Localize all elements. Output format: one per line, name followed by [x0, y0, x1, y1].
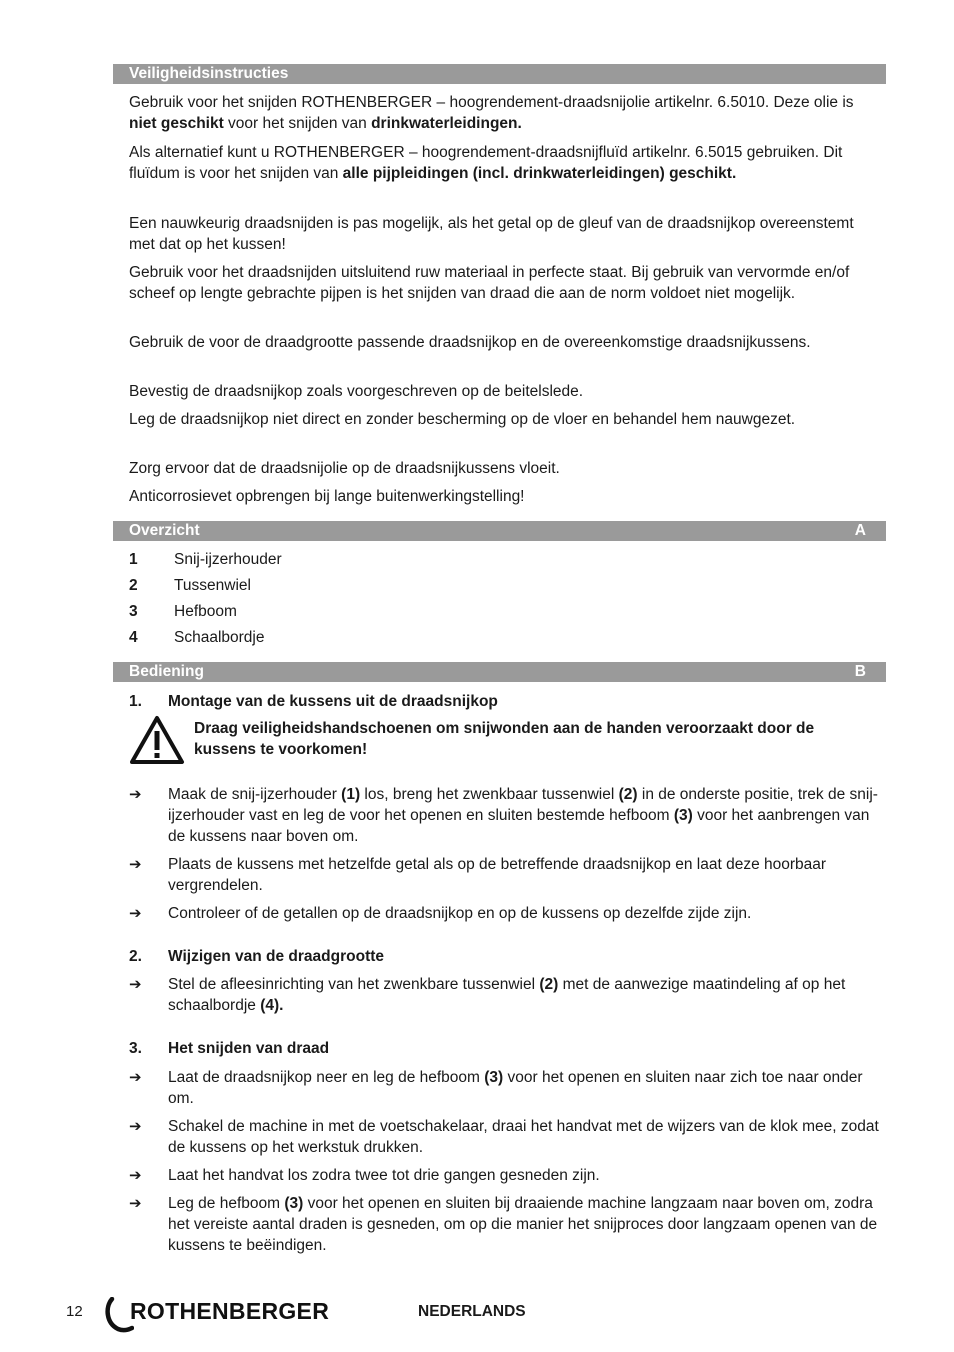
safety-paragraph: Bevestig de draadsnijkop zoals voorgeschreven op de beitelslede.: [129, 383, 584, 400]
arrow-right-icon: ➔: [129, 1069, 142, 1086]
arrow-right-icon: ➔: [129, 1118, 142, 1135]
section-title: Bediening: [129, 663, 204, 680]
arrow-right-icon: ➔: [129, 856, 142, 873]
arrow-right-icon: ➔: [129, 786, 142, 803]
item-number: 1: [129, 551, 138, 568]
item-number: 4: [129, 629, 138, 646]
item-number: 2: [129, 577, 138, 594]
brand-name: ROTHENBERGER: [130, 1298, 330, 1324]
safety-paragraph: Zorg ervoor dat de draadsnijolie op de draadsnijkussens vloeit.: [129, 460, 560, 477]
safety-paragraph: Als alternatief kunt u ROTHENBERGER – hoogrendement-draadsnijfluïd artikelnr. 6.5015 gebruiken. Dit fluïdum is voor het snijden van alle pijpleidingen (incl. drinkwaterleidingen) geschikt.: [129, 144, 843, 182]
instruction-text: Laat de draadsnijkop neer en leg de hefboom (3) voor het openen en sluiten naar zich toe naar onder om.: [168, 1069, 863, 1107]
item-label: Hefboom: [174, 603, 237, 620]
instruction-text: Leg de hefboom (3) voor het openen en sluiten bij draaiende machine langzaam naar boven om, zodra het vereiste aantal draden is gesneden, om op die manier het snijproces door langzaam openen van de kussens te beëindigen.: [168, 1195, 878, 1254]
warning-notice: [129, 715, 879, 767]
page-number: 12: [66, 1303, 83, 1320]
safety-paragraph: Leg de draadsnijkop niet direct en zonder bescherming op de vloer en behandel hem nauwgezet.: [129, 411, 796, 428]
safety-paragraph: Anticorrosievet opbrengen bij lange buitenwerkingstelling!: [129, 488, 525, 505]
section-title: Veiligheidsinstructies: [129, 65, 289, 82]
arrow-right-icon: ➔: [129, 976, 142, 993]
language-label: NEDERLANDS: [418, 1303, 526, 1320]
item-number: 3: [129, 603, 138, 620]
arrow-right-icon: ➔: [129, 905, 142, 922]
safety-paragraph: Gebruik de voor de draadgrootte passende draadsnijkop en de overeenkomstige draadsnijkussens.: [129, 334, 811, 351]
instruction-text: Stel de afleesinrichting van het zwenkbare tussenwiel (2) met de aanwezige maatindeling af op het schaalbordje (4).: [168, 976, 846, 1014]
safety-paragraph: Een nauwkeurig draadsnijden is pas mogelijk, als het getal op de gleuf van de draadsnijkop overeenstemt met dat op het kussen!: [129, 215, 854, 253]
section-header-operation: [113, 662, 886, 682]
figure-letter: A: [854, 522, 866, 539]
item-label: Tussenwiel: [174, 577, 251, 594]
item-label: Snij-ijzerhouder: [174, 551, 282, 568]
arrow-right-icon: ➔: [129, 1195, 142, 1212]
instruction-text: Laat het handvat los zodra twee tot drie gangen gesneden zijn.: [168, 1167, 600, 1184]
instruction-text: Maak de snij-ijzerhouder (1) los, breng het zwenkbaar tussenwiel (2) in de onderste positie, trek de snij-ijzerhouder vast en leg de voor het openen en sluiten bestemde hefboom (3) voor het aanbrengen van de kussens naar boven om.: [168, 786, 878, 845]
section-header-overview: [113, 521, 886, 541]
arrow-right-icon: ➔: [129, 1167, 142, 1184]
warning-text: Draag veiligheidshandschoenen om snijwonden aan de handen veroorzaakt door de kussens te voorkomen!: [194, 720, 815, 758]
step-title: Montage van de kussens uit de draadsnijkop: [168, 693, 498, 710]
section-header-safety: [113, 64, 886, 84]
rothenberger-logo: [104, 1297, 344, 1333]
safety-paragraph: Gebruik voor het snijden ROTHENBERGER – hoogrendement-draadsnijolie artikelnr. 6.5010. Deze olie is niet geschikt voor het snijden van drinkwaterleidingen.: [129, 94, 854, 132]
step-number: 1.: [129, 693, 142, 710]
instruction-text: Plaats de kussens met hetzelfde getal als op de betreffende draadsnijkop en laat deze hoorbaar vergrendelen.: [168, 856, 827, 894]
page-footer: [0, 1297, 954, 1337]
warning-triangle-icon: [129, 715, 185, 765]
step-number: 3.: [129, 1040, 142, 1057]
instruction-text: Schakel de machine in met de voetschakelaar, draai het handvat met de wijzers van de klok mee, zodat de kussens op het werkstuk drukken.: [168, 1118, 879, 1156]
instruction-text: Controleer of de getallen op de draadsnijkop en op de kussens op dezelfde zijde zijn.: [168, 905, 752, 922]
step-title: Het snijden van draad: [168, 1040, 330, 1057]
section-title: Overzicht: [129, 522, 200, 539]
item-label: Schaalbordje: [174, 629, 265, 646]
safety-paragraph: Gebruik voor het draadsnijden uitsluitend ruw materiaal in perfecte staat. Bij gebruik van vervormde en/of scheef op lengte gebrachte pijpen is het snijden van draad die aan de norm voldoet niet mogelijk.: [129, 264, 850, 302]
step-title: Wijzigen van de draadgrootte: [168, 948, 385, 965]
step-number: 2.: [129, 948, 142, 965]
figure-letter: B: [854, 663, 866, 680]
